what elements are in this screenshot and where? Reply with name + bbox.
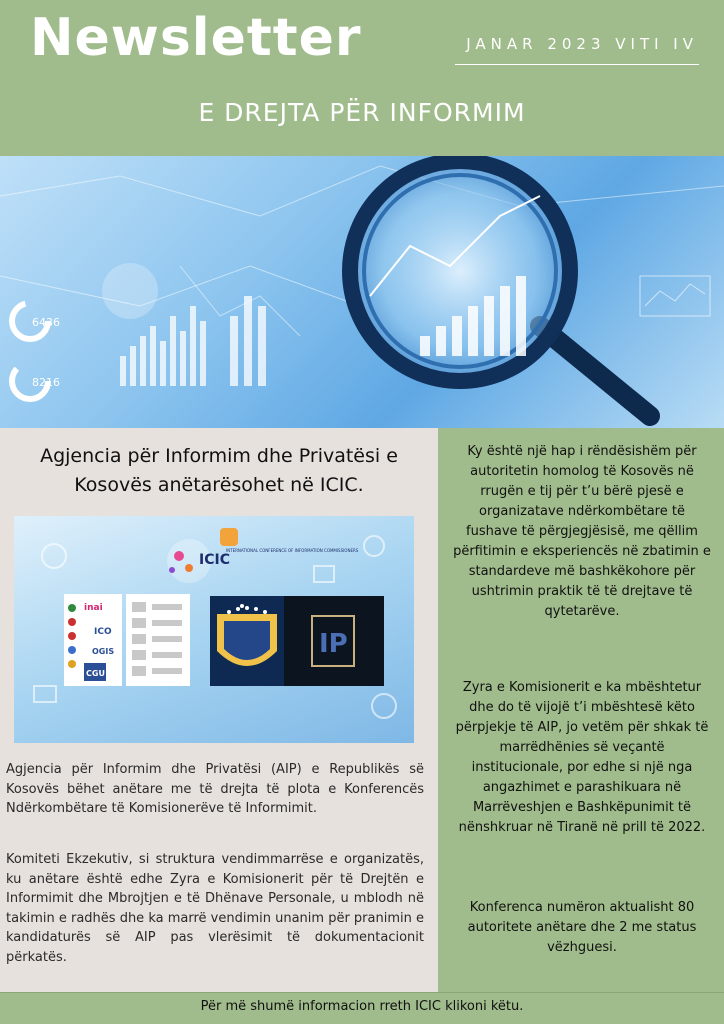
icic-logo — [167, 528, 359, 583]
sidebar-paragraph-2: Zyra e Komisionerit e ka mbështetur dhe do të vijojë t’i mbështesë këto përpjekje të AIP, jo vetëm për shkak të marrëdhënies së veçantë institucionale, por edhe si një nga angazhimet e parashikuara në Marrëveshjen e Bashkëpunimit të nënshkruar në Tiranë në prill të 2022. — [455, 680, 709, 835]
newsletter-title: Newsletter — [30, 8, 362, 68]
footer-link[interactable]: Për më shumë informacion rreth ICIC klikoni këtu. — [200, 999, 524, 1014]
sidebar-paragraph-3: Konferenca numëron aktualisht 80 autoritete anëtare dhe 2 me status vëzhguesi. — [467, 900, 697, 955]
icic-caption: INTERNATIONAL CONFERENCE OF INFORMATION COMMISSIONERS — [226, 548, 359, 553]
article-paragraph-2: Komiteti Ekzekutiv, si struktura vendimmarrëse e organizatës, ku anëtare është edhe Zyra e Komisionerit për të Drejtën e Informimit dhe Mbrojtjen e të Dhënave Personale, u mblodh në takimin e radhës dhe ka marrë vendimin unanim për pranimin e kandidaturës së AIP pas vlerësimit të dokumentacionit përkatës. — [6, 852, 424, 965]
header — [0, 0, 724, 156]
hero-image — [0, 156, 724, 428]
hero-illustration — [0, 156, 724, 428]
issue-date: JANAR 2023 VITI IV — [466, 35, 698, 53]
issue-divider — [455, 64, 699, 65]
footer — [0, 992, 724, 1024]
ogis-logo: OGIS — [92, 647, 115, 656]
inai-logo: inai — [84, 603, 103, 613]
ip-logo-text: IP — [319, 629, 348, 659]
cgu-logo: CGU — [86, 669, 105, 678]
hero-donut-charts — [12, 303, 60, 399]
ip-logo — [284, 596, 384, 686]
newsletter-subtitle: E DREJTA PËR INFORMIM — [198, 98, 526, 127]
hero-figure-2: 8216 — [32, 376, 60, 389]
ico-logo: ICO — [94, 627, 112, 637]
kosovo-emblem — [210, 596, 284, 686]
sidebar — [438, 428, 724, 992]
icic-logo-text: ICIC — [199, 552, 230, 568]
main-article — [0, 428, 438, 992]
hero-figure-1: 6436 — [32, 316, 60, 329]
magnifying-glass-icon — [350, 161, 650, 416]
article-photo — [14, 516, 414, 743]
sidebar-paragraph-1: Ky është një hap i rëndësishëm për autoritetin homolog të Kosovës në rrugën e tij për t’u bërë pjesë e organizatave ndërkombëtare të fushave të përgjegjësisë, me qëllim përfitimin e eksperiencës në zbatimin e standardeve më bashkëkohore për ushtrimin praktik të të drejtave të qytetarëve. — [453, 444, 711, 619]
article-paragraph-1: Agjencia për Informim dhe Privatësi (AIP) e Republikës së Kosovës bëhet anëtare me të drejta të plota e Konferencës Ndërkombëtare të Komisionerëve të Informimit. — [6, 762, 424, 816]
member-logos-card — [64, 594, 190, 686]
article-title: Agjencia për Informim dhe Privatësi e Kosovës anëtarësohet në ICIC. — [40, 445, 398, 496]
hero-pie-chart — [102, 263, 158, 319]
